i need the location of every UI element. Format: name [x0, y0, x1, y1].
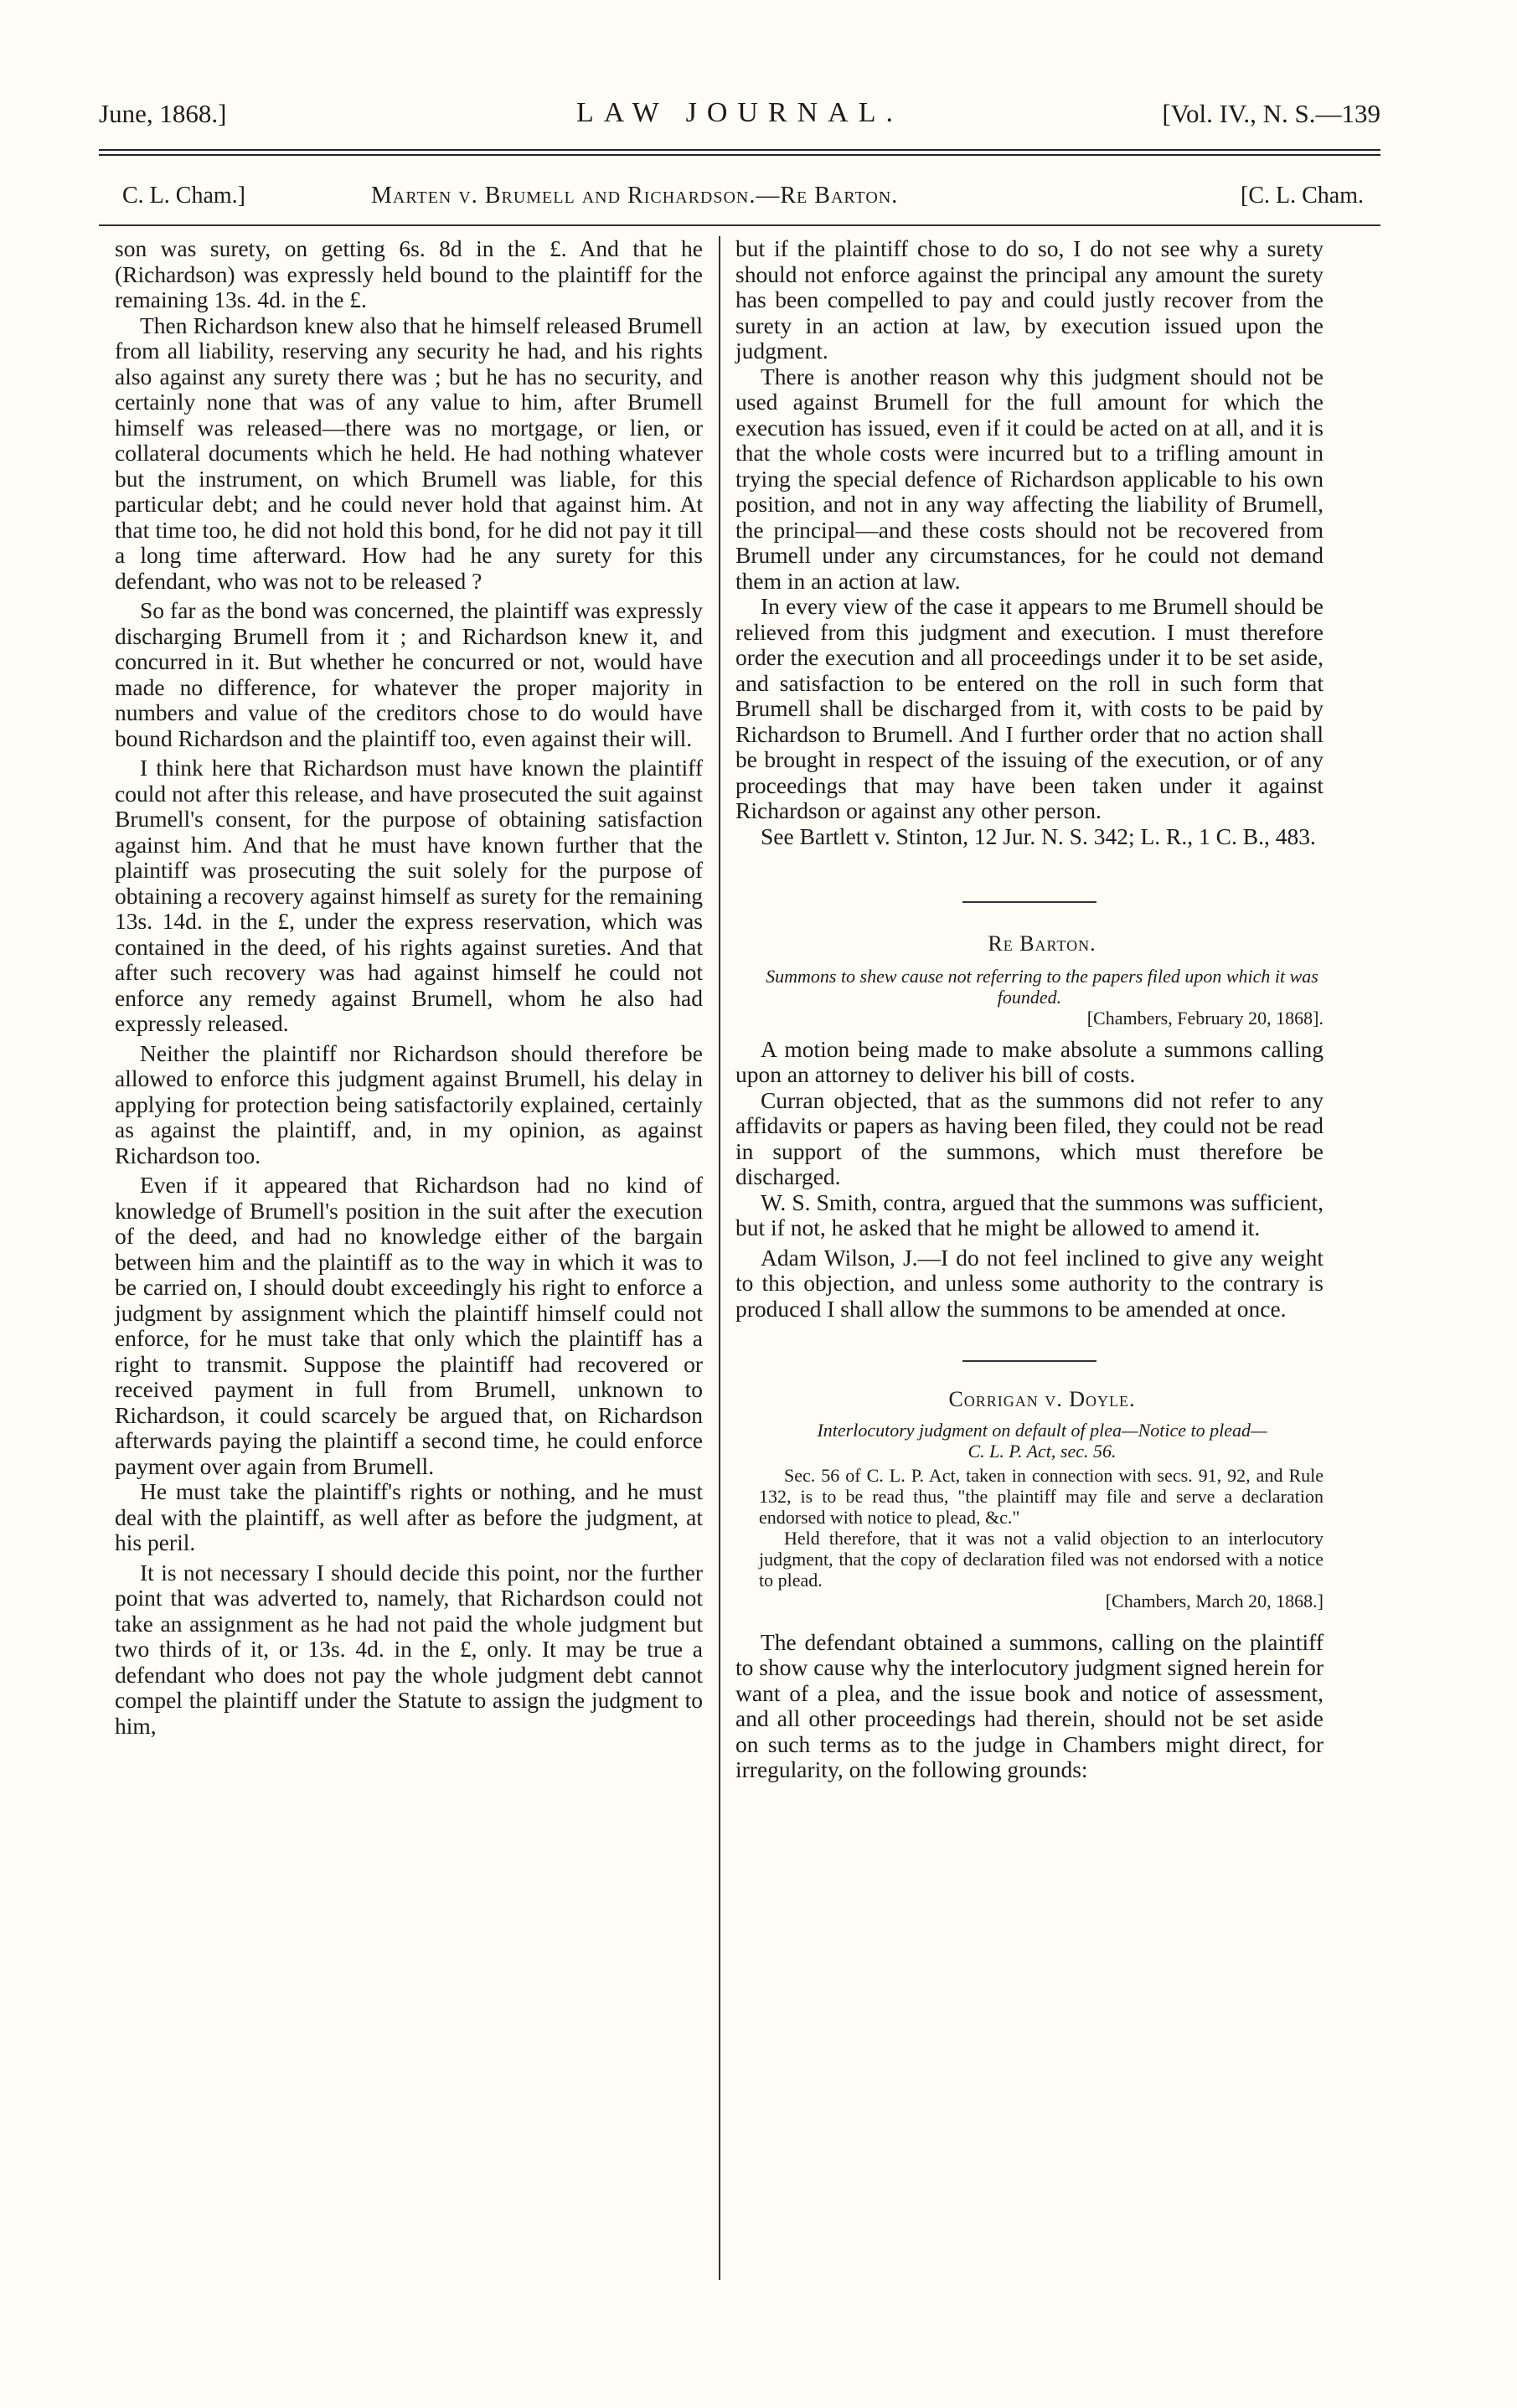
case-title-corrigan: Corrigan v. Doyle. — [948, 1387, 1136, 1411]
court-left: C. L. Cham.] — [122, 183, 245, 209]
paragraph: Even if it appeared that Richardson had no kind of knowledge of Brumell's position in the suit after the execution of the deed, and had no knowledge either of the bargain between him and the plaintiff as to the way in which it was to be carried on, I should doubt exceedingly his right to enforce a judgment by assignment which the plaintiff himself could not enforce, for he must take that only which the plaintiff has a right to transmit. Suppose the plaintiff had recovered or received payment in full from Brumell, unknown to Richardson, it could scarcely be argued that, on Richardson afterwards paying the plaintiff a second time, he could enforce payment over again from Brumell. — [115, 1172, 703, 1479]
column-divider — [719, 236, 720, 2280]
paragraph: The defendant obtained a summons, calling on the plaintiff to show cause why the interlocutory judgment signed herein for want of a plea, and the issue book and notice of assessment, and all other proceedings had therein, should not be set aside on such terms as to the judge in Chambers might direct, for irregularity, on the following grounds: — [735, 1628, 1324, 1782]
case-title-barton: Re Barton. — [988, 931, 1096, 956]
left-column — [115, 236, 703, 1739]
paragraph: He must take the plaintiff's rights or nothing, and he must deal with the plaintiff, as well after as before the judgment, at his peril. — [115, 1478, 703, 1555]
running-header — [99, 90, 1380, 141]
case-subheader — [99, 176, 1380, 218]
paragraph: There is another reason why this judgment should not be used against Brumell for the full amount for which the execution has issued, even if it could be acted on at all, and it is that the whole costs were incurred but to a trifling amount in trying the special defence of Richardson applicable to his own position, and not in any way affecting the liability of Brumell, the principal—and these costs should not be recovered from Brumell under any circumstances, for he could not demand them in an action at law. — [735, 363, 1324, 594]
paragraph: son was surety, on getting 6s. 8d in the £. And that he (Richardson) was expressly held bound to the plaintiff for the remaining 13s. 4d. in the £. — [115, 235, 703, 312]
journal-name: LAW JOURNAL. — [576, 97, 903, 128]
case-summary-corrigan: Interlocutory judgment on default of plea—Notice to plead— — [817, 1419, 1267, 1441]
paragraph: So far as the bond was concerned, the plaintiff was expressly discharging Brumell from it ; and Richardson knew it, and concurred in it. But whether he concurred or not, would have made no difference, for whatever the proper majority in numbers and value of the creditors chose to do would have bound Richardson and the plaintiff too, even against their will. — [115, 597, 703, 751]
subheader-rule — [99, 224, 1380, 226]
citation: See Bartlett v. Stinton, 12 Jur. N. S. 342; L. R., 1 C. B., 483. — [761, 822, 1316, 849]
paragraph: but if the plaintiff chose to do so, I do not see why a surety should not enforce against the principal any amount the surety has been compelled to pay and could justly recover from the surety in an action at law, by execution issued upon the judgment. — [735, 235, 1324, 364]
paragraph: It is not necessary I should decide this point, nor the further point that was adverted to, namely, that Richardson could not take an assignment as he had not paid the whole judgment but two thirds of it, or 13s. 4d. in the £, only. It may be true a defendant who does not pay the whole judgment debt cannot compel the plaintiff under the Statute to assign the judgment to him, — [115, 1559, 703, 1739]
headnote-held: Held therefore, that it was not a valid objection to an interlocutory judgment, that the copy of declaration filed was not endorsed with a notice to plead. — [759, 1527, 1324, 1591]
volume-page: [Vol. IV., N. S.—139 — [1162, 99, 1380, 128]
paragraph: Adam Wilson, J.—I do not feel inclined to give any weight to this objection, and unless some authority to the contrary is produced I shall allow the summons to be amended at once. — [735, 1244, 1324, 1322]
paragraph: Curran objected, that as the summons did not refer to any affidavits or papers as having been filed, they could not be read in support of the summons, which must therefore be discharged. — [735, 1086, 1324, 1189]
paragraph: In every view of the case it appears to me Brumell should be relieved from this judgment and execution. I must therefore order the execution and all proceedings under it to be set aside, and satisfaction to be entered on the roll in such form that Brumell shall be discharged from it, with costs to be paid by Richardson to Brumell. And I further order that no action shall be brought in respect of the issuing of the execution, or of any proceedings that may have been taken under it against Richardson or against any other person. — [735, 593, 1324, 823]
case-summary-corrigan-act: C. L. P. Act, sec. 56. — [967, 1440, 1117, 1462]
paragraph: Neither the plaintiff nor Richardson should therefore be allowed to enforce this judgment against Brumell, his delay in applying for protection being satisfactorily explained, certainly as against the plaintiff, and, in my opinion, as against Richardson too. — [115, 1039, 703, 1168]
case-date-barton: [Chambers, February 20, 1868]. — [1086, 1007, 1324, 1029]
header-rule-bottom — [99, 154, 1380, 156]
court-right: [C. L. Cham. — [1241, 183, 1364, 209]
issue-date: June, 1868.] — [99, 99, 227, 128]
case-summary-barton: Summons to shew cause not referring to the papers filed upon which it was founded. — [766, 965, 1318, 1008]
paragraph: A motion being made to make absolute a summons calling upon an attorney to deliver his bill of costs. — [735, 1035, 1324, 1087]
paragraph: Then Richardson knew also that he himself released Brumell from all liability, reserving any security he had, and his rights also against any surety there was ; but he has no security, and certainly none that was of any value to him, after Brumell himself was released—there was no mortgage, or lien, or collateral documents which he held. He had nothing whatever but the instrument, on which Brumell was liable, for this particular debt; and he could never hold that against him. At that time too, he did not hold this bond, for he did not pay it till a long time afterward. How had he any surety for this defendant, who was not to be released ? — [115, 312, 703, 594]
paragraph: W. S. Smith, contra, argued that the summons was sufficient, but if not, he asked that he might be allowed to amend it. — [735, 1189, 1324, 1240]
case-date-corrigan: [Chambers, March 20, 1868.] — [1105, 1590, 1324, 1611]
right-column — [735, 236, 1324, 1783]
header-rule-top — [99, 149, 1380, 151]
paragraph: I think here that Richardson must have known the plaintiff could not after this release, and have prosecuted the suit against Brumell's consent, for the purpose of obtaining satisfaction against him. And that he must have known further that the plaintiff was prosecuting the suit solely for the purpose of obtaining a recovery against himself as surety for the remaining 13s. 14d. in the £, under the express reservation, which was contained in the deed, of his rights against sureties. And that after such recovery was had against himself he could not enforce any remedy against Brumell, whom he also had expressly released. — [115, 755, 703, 1036]
case-names: Marten v. Brumell and Richardson.—Re Barton. — [371, 183, 899, 209]
headnote: Sec. 56 of C. L. P. Act, taken in connection with secs. 91, 92, and Rule 132, is to be read thus, "the plaintiff may file and serve a declaration endorsed with notice to plead, &c." — [759, 1464, 1324, 1528]
